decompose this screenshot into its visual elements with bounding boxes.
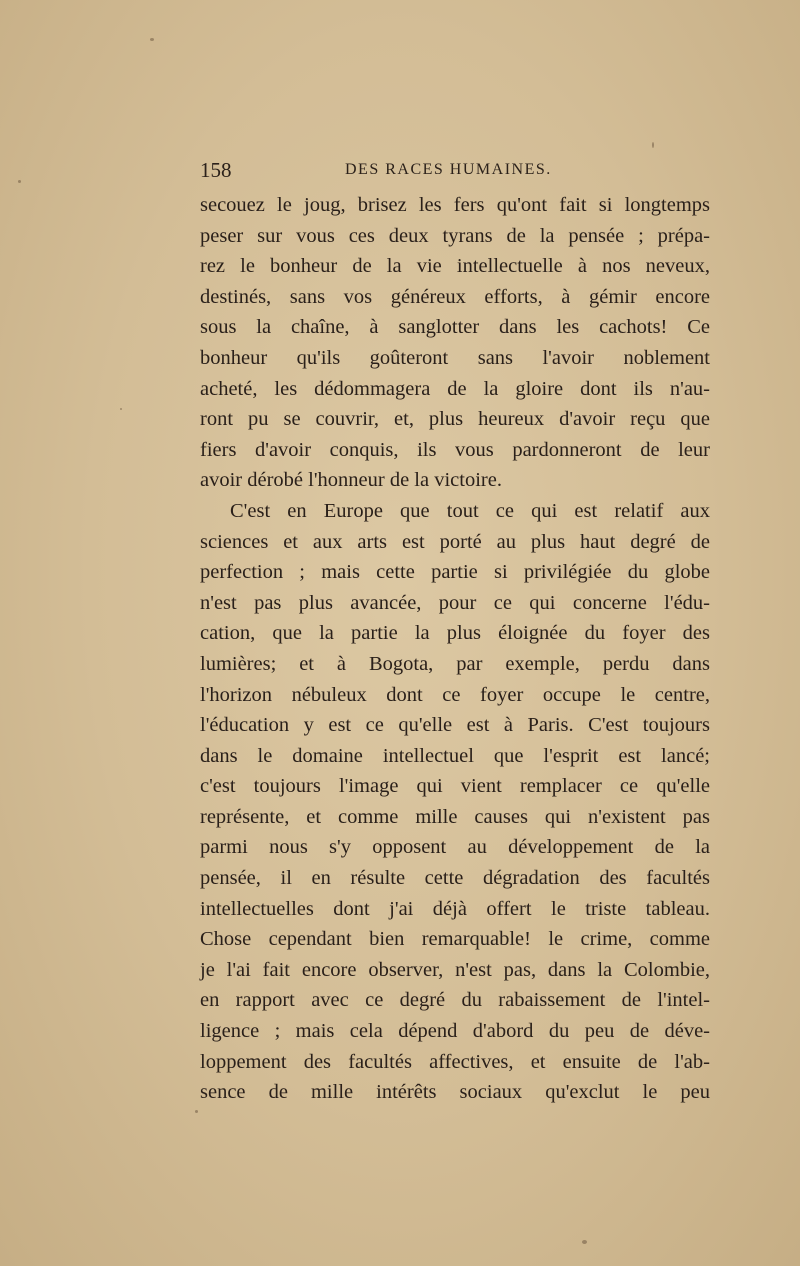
text-line: parmi nous s'y opposent au développement de la (200, 836, 710, 859)
text-line: n'est pas plus avancée, pour ce qui concerne l'édu- (200, 591, 710, 614)
body-text (200, 190, 710, 1108)
text-line: intellectuelles dont j'ai déjà offert le triste tableau. (200, 897, 710, 920)
paper-speck (195, 1110, 198, 1113)
text-line: sous la chaîne, à sanglotter dans les cachots! Ce (200, 316, 710, 339)
paper-speck (582, 1240, 587, 1244)
text-line: fiers d'avoir conquis, ils vous pardonneront de leur (200, 438, 710, 461)
page-number: 158 (200, 158, 232, 182)
text-line: sciences et aux arts est porté au plus haut degré de (200, 530, 710, 553)
text-line: destinés, sans vos généreux efforts, à gémir encore (200, 285, 710, 308)
text-line: lumières; et à Bogota, par exemple, perdu dans (200, 652, 710, 675)
text-line: avoir dérobé l'honneur de la victoire. (200, 469, 502, 492)
text-line: Chose cependant bien remarquable! le crime, comme (200, 928, 710, 951)
text-line: secouez le joug, brisez les fers qu'ont fait si longtemps (200, 194, 710, 216)
text-line: sence de mille intérêts sociaux qu'exclut le peu (200, 1081, 710, 1104)
text-line: pensée, il en résulte cette dégradation des facultés (200, 867, 710, 890)
text-line: en rapport avec ce degré du rabaissement de l'intel- (200, 989, 710, 1012)
text-line: peser sur vous ces deux tyrans de la pensée ; prépa- (200, 224, 710, 247)
paper-speck (652, 142, 654, 148)
text-line: rez le bonheur de la vie intellectuelle à nos neveux, (200, 255, 710, 278)
page-header (200, 158, 710, 184)
paper-speck (150, 38, 154, 41)
paper-speck (18, 180, 21, 183)
text-line: c'est toujours l'image qui vient remplacer ce qu'elle (200, 775, 710, 798)
paragraph (200, 190, 710, 496)
text-line: loppement des facultés affectives, et ensuite de l'ab- (200, 1050, 710, 1073)
paper-speck (120, 408, 122, 410)
text-line: l'éducation y est ce qu'elle est à Paris. C'est toujours (200, 714, 710, 737)
paragraph (200, 496, 710, 1108)
text-line: ront pu se couvrir, et, plus heureux d'avoir reçu que (200, 408, 710, 431)
text-line: perfection ; mais cette partie si privilégiée du globe (200, 561, 710, 584)
text-line: acheté, les dédommagera de la gloire dont ils n'au- (200, 377, 710, 400)
text-line: représente, et comme mille causes qui n'existent pas (200, 805, 710, 828)
text-line: ligence ; mais cela dépend d'abord du peu de déve- (200, 1020, 710, 1043)
text-line: bonheur qu'ils goûteront sans l'avoir noblement (200, 346, 710, 369)
text-line: l'horizon nébuleux dont ce foyer occupe le centre, (200, 683, 710, 706)
text-line: C'est en Europe que tout ce qui est relatif aux (230, 499, 710, 522)
running-title: DES RACES HUMAINES. (345, 161, 552, 178)
text-line: cation, que la partie la plus éloignée du foyer des (200, 622, 710, 645)
text-line: je l'ai fait encore observer, n'est pas, dans la Colombie, (200, 958, 710, 981)
text-line: dans le domaine intellectuel que l'esprit est lancé; (200, 744, 710, 767)
